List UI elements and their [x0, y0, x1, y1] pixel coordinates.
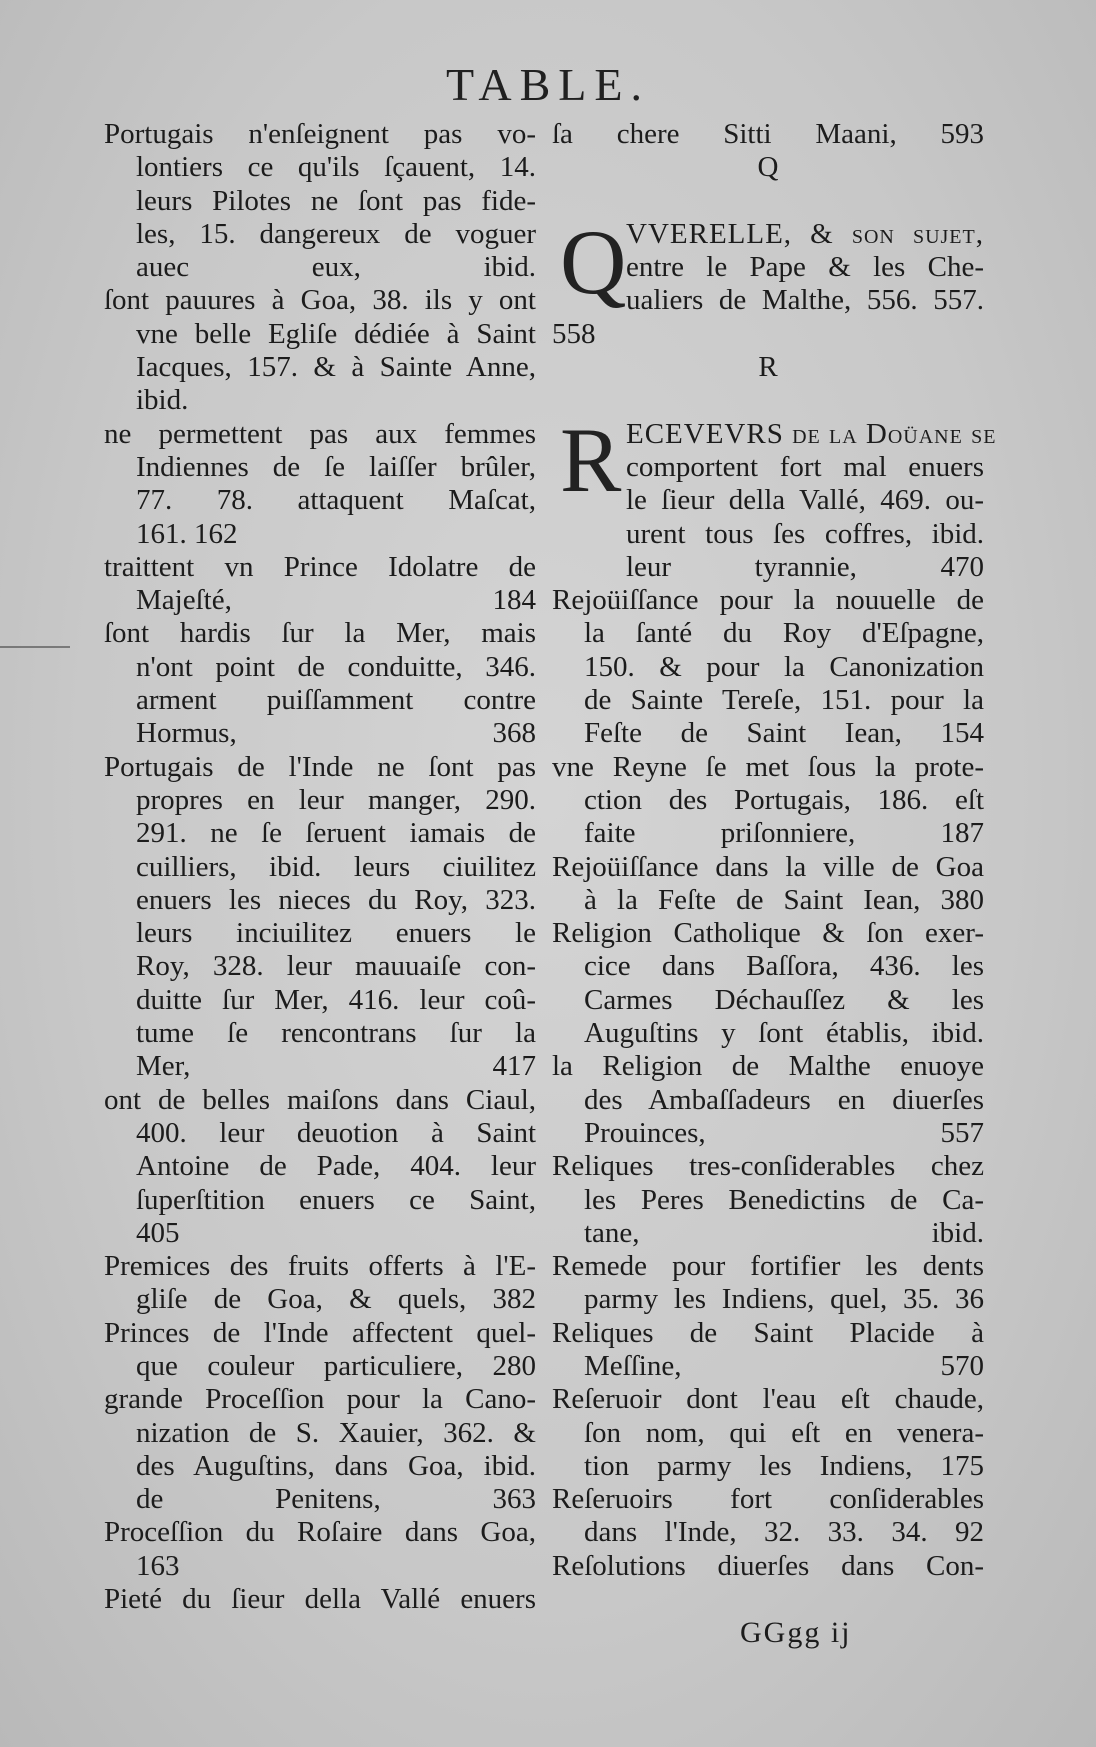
left-column	[104, 118, 536, 1616]
index-line: Reliques tres-conſiderables chez	[552, 1150, 984, 1183]
signature-mark: GGgg ij	[740, 1616, 852, 1649]
index-line: cuilliers, ibid. leurs ciuilitez	[136, 850, 536, 883]
index-line: entre le Pape & les Che-	[626, 251, 984, 284]
index-line: à la Feſte de Saint Iean, 380	[584, 883, 984, 916]
index-line: Rejoüiſſance pour la nouuelle de	[552, 584, 984, 617]
index-line: Reliques de Saint Placide à	[552, 1316, 984, 1349]
index-line: Remede pour fortifier les dents	[552, 1250, 984, 1283]
index-line: Prouinces, 557	[584, 1116, 984, 1149]
index-line: Portugais de l'Inde ne ſont pas	[104, 750, 536, 783]
index-line: ualiers de Malthe, 556. 557.	[626, 284, 984, 317]
index-line: gliſe de Goa, & quels, 382	[136, 1283, 536, 1316]
index-line: Indiennes de ſe laiſſer brûler,	[136, 450, 536, 483]
index-line: enuers les nieces du Roy, 323.	[136, 883, 536, 916]
index-line: vne belle Egliſe dédiée à Saint	[136, 317, 536, 350]
index-line: vne Reyne ſe met ſous la prote-	[552, 750, 984, 783]
index-line: 163	[136, 1549, 180, 1582]
index-line: 405	[136, 1216, 180, 1249]
index-line: Mer, 417	[136, 1050, 536, 1083]
index-line: leurs inciuilitez enuers le	[136, 917, 536, 950]
index-line: 291. ne ſe ſeruent iamais de	[136, 817, 536, 850]
index-line: Iacques, 157. & à Sainte Anne,	[136, 351, 536, 384]
margin-mark	[0, 646, 70, 648]
index-line: les, 15. dangereux de voguer	[136, 217, 536, 250]
index-line: ibid.	[136, 384, 189, 417]
index-line: 77. 78. attaquent Maſcat,	[136, 484, 536, 517]
index-line: ction des Portugais, 186. eſt	[584, 783, 984, 816]
index-line: n'ont point de conduitte, 346.	[136, 650, 536, 683]
right-column	[552, 118, 997, 1583]
index-line: Religion Catholique & ſon exer-	[552, 917, 984, 950]
index-line: Carmes Déchauſſez & les	[584, 983, 984, 1016]
index-line: comportent fort mal enuers	[626, 450, 984, 483]
index-line: tion parmy les Indiens, 175	[584, 1449, 984, 1482]
drop-cap-r: R	[560, 409, 622, 511]
index-line: des Auguſtins, dans Goa, ibid.	[136, 1449, 536, 1482]
index-line: Q	[757, 151, 779, 184]
index-line: dans l'Inde, 32. 33. 34. 92	[584, 1516, 984, 1549]
index-line: nization de S. Xauier, 362. &	[136, 1416, 536, 1449]
index-line: Hormus, 368	[136, 717, 536, 750]
index-line: R	[758, 351, 778, 384]
index-line: arment puiſſamment contre	[136, 684, 536, 717]
index-line: grande Proceſſion pour la Cano-	[104, 1383, 536, 1416]
index-line: 161. 162	[136, 517, 238, 550]
index-line: Reſeruoirs fort conſiderables	[552, 1483, 984, 1516]
index-line: traittent vn Prince Idolatre de	[104, 550, 536, 583]
index-line: tane, ibid.	[584, 1216, 984, 1249]
index-line: 150. & pour la Canonization	[584, 650, 984, 683]
index-line: lontiers ce qu'ils ſçauent, 14.	[136, 151, 536, 184]
index-line: faite priſonniere, 187	[584, 817, 984, 850]
index-line: les Peres Benedictins de Ca-	[584, 1183, 984, 1216]
drop-cap-q: Q	[560, 211, 627, 313]
index-line: ſa chere Sitti Maani, 593	[552, 118, 984, 150]
index-line: ECEVEVRS de la Doüane ſe	[626, 417, 997, 450]
index-line: leurs Pilotes ne ſont pas fide-	[136, 184, 536, 217]
index-line: VVERELLE, & ſon ſujet,	[626, 217, 984, 250]
index-line: Auguſtins y ſont établis, ibid.	[584, 1017, 984, 1050]
index-line: ſont hardis ſur la Mer, mais	[104, 617, 536, 650]
index-line: Feſte de Saint Iean, 154	[584, 717, 984, 750]
index-line: Meſſine, 570	[584, 1349, 984, 1382]
index-line: Reſeruoir dont l'eau eſt chaude,	[552, 1383, 984, 1416]
index-line: tume ſe rencontrans ſur la	[136, 1017, 536, 1050]
index-line: Premices des fruits offerts à l'E-	[104, 1250, 536, 1283]
index-line: la Religion de Malthe enuoye	[552, 1050, 984, 1083]
index-line: que couleur particuliere, 280	[136, 1349, 536, 1382]
index-line: urent tous ſes coffres, ibid.	[626, 517, 984, 550]
index-line: parmy les Indiens, quel, 35. 36	[584, 1283, 984, 1316]
index-line: cice dans Baſſora, 436. les	[584, 950, 984, 983]
index-line: Rejoüiſſance dans la ville de Goa	[552, 850, 984, 883]
index-line: ſont pauures à Goa, 38. ils y ont	[104, 284, 536, 317]
index-line: duitte ſur Mer, 416. leur coû-	[136, 983, 536, 1016]
page-title: TABLE.	[445, 59, 650, 110]
index-line: Reſolutions diuerſes dans Con-	[552, 1549, 984, 1582]
index-line: ne permettent pas aux femmes	[104, 417, 536, 450]
index-line: auec eux, ibid.	[136, 251, 536, 284]
index-line: Princes de l'Inde affectent quel-	[104, 1316, 536, 1349]
index-line: Pieté du ſieur della Vallé enuers	[104, 1583, 536, 1616]
index-line: 400. leur deuotion à Saint	[136, 1116, 536, 1149]
index-line: de Penitens, 363	[136, 1483, 536, 1516]
index-line: propres en leur manger, 290.	[136, 783, 536, 816]
index-line: Roy, 328. leur mauuaiſe con-	[136, 950, 536, 983]
index-line: de Sainte Tereſe, 151. pour la	[584, 684, 984, 717]
index-line: ſon nom, qui eſt en venera-	[584, 1416, 984, 1449]
index-line: Portugais n'enſeignent pas vo-	[104, 118, 536, 150]
index-line: leur tyrannie, 470	[626, 550, 984, 583]
index-line: 558	[552, 317, 596, 350]
index-line: Proceſſion du Roſaire dans Goa,	[104, 1516, 536, 1549]
index-line: Antoine de Pade, 404. leur	[136, 1150, 536, 1183]
index-line: Majeſté, 184	[136, 584, 536, 617]
index-line: le ſieur della Vallé, 469. ou-	[626, 484, 984, 517]
index-line: des Ambaſſadeurs en diuerſes	[584, 1083, 984, 1116]
index-line: ſuperſtition enuers ce Saint,	[136, 1183, 536, 1216]
index-line: ont de belles maiſons dans Ciaul,	[104, 1083, 536, 1116]
index-line: la ſanté du Roy d'Eſpagne,	[584, 617, 984, 650]
